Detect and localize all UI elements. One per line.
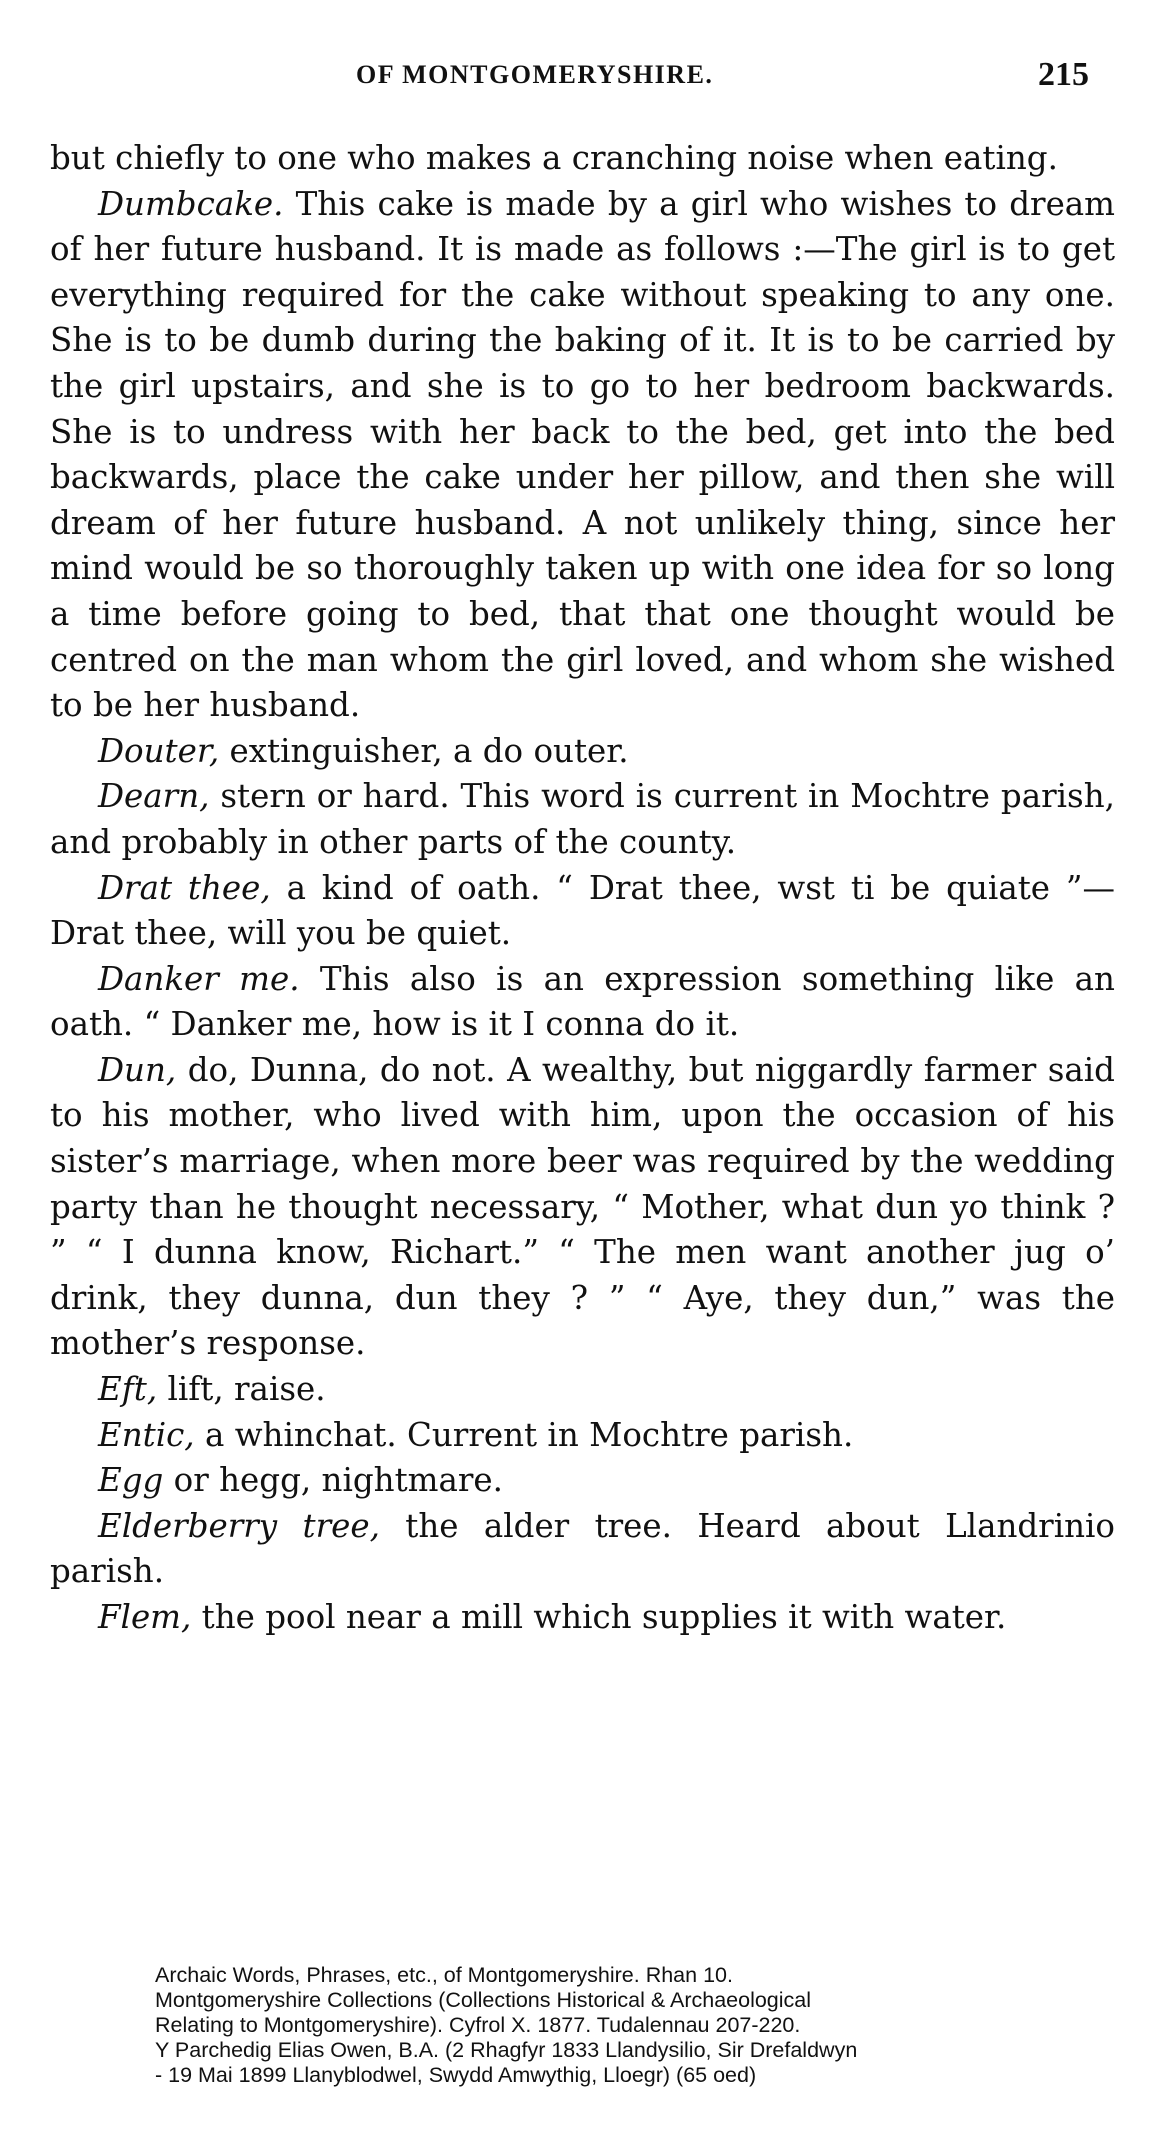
entry-definition: do, Dunna, do not. A wealthy, but niggardly farmer said to his mother, who lived with him, upon the occasion of his sister’s marriage, when more beer was required by the wedding party than he thought necessary, “ Mother, what dun yo think ? ” “ I dunna know, Richart.” “ The men want another jug o’ drink, they dunna, dun they ? ” “ Aye, they dun,” was the mother’s response.: [50, 1050, 1115, 1363]
glossary-entry: [50, 729, 1115, 775]
caption-line: Relating to Montgomeryshire). Cyfrol X. 1877. Tudalennau 207-220.: [155, 2013, 801, 2037]
entry-definition: extinguisher, a do outer.: [219, 731, 629, 770]
glossary-entry: [50, 136, 1115, 182]
glossary-entry: [50, 957, 1115, 1048]
page-number: 215: [1038, 56, 1089, 93]
entry-headword: Douter,: [98, 731, 220, 770]
entry-definition: lift, raise.: [157, 1370, 326, 1409]
entry-headword: Entic,: [98, 1415, 195, 1454]
glossary-entry: [50, 1458, 1115, 1504]
glossary-entry: [50, 1367, 1115, 1413]
entry-headword: Dearn,: [98, 777, 210, 816]
entry-headword: Dumbcake.: [98, 184, 284, 223]
caption-line: Archaic Words, Phrases, etc., of Montgomeryshire. Rhan 10.: [155, 1963, 733, 1987]
glossary-entry: [50, 1595, 1115, 1641]
entry-definition: stern or hard. This word is current in Mochtre parish, and probably in other parts of the county.: [50, 777, 1115, 861]
glossary-body: [50, 136, 1115, 1641]
entry-definition: but chiefly to one who makes a cranching noise when eating.: [50, 139, 1058, 177]
running-title: OF MONTGOMERYSHIRE.: [356, 60, 714, 89]
entry-headword: Drat thee,: [98, 868, 271, 907]
entry-definition: or hegg, nightmare.: [163, 1461, 503, 1500]
glossary-entry: [50, 866, 1115, 957]
entry-headword: Dun,: [98, 1050, 177, 1089]
entry-definition: This cake is made by a girl who wishes to dream of her future husband. It is made as follows :—The girl is to get everything required for the cake without speaking to any one. She is to be dumb during the baking of it. It is to be carried by the girl upstairs, and she is to go to her bedroom backwards. She is to undress with her back to the bed, get into the bed backwards, place the cake under her pillow, and then she will dream of her future husband. A not unlikely thing, since her mind would be so thoroughly taken up with one idea for so long a time before going to bed, that that one thought would be centred on the man whom the girl loved, and whom she wished to be her husband.: [50, 184, 1115, 725]
entry-definition: This also is an expression something like an oath. “ Danker me, how is it I conna do it.: [50, 959, 1115, 1044]
entry-definition: the pool near a mill which supplies it with water.: [191, 1598, 1007, 1636]
caption-line: Montgomeryshire Collections (Collections Historical & Archaeological: [155, 1988, 812, 2012]
glossary-entry: [50, 182, 1115, 729]
entry-headword: Egg: [98, 1461, 164, 1500]
caption-line: Y Parchedig Elias Owen, B.A. (2 Rhagfyr 1833 Llandysilio, Sir Drefaldwyn: [155, 2038, 858, 2062]
source-caption: [155, 1963, 1055, 2088]
entry-headword: Elderberry tree,: [98, 1506, 380, 1545]
page-header: [0, 56, 1158, 96]
entry-definition: a kind of oath. “ Drat thee, wst ti be quiate ”—Drat thee, will you be quiet.: [50, 868, 1116, 953]
caption-line: - 19 Mai 1899 Llanyblodwel, Swydd Amwythig, Lloegr) (65 oed): [155, 2063, 757, 2087]
entry-headword: Eft,: [98, 1370, 158, 1409]
glossary-entry: [50, 774, 1115, 865]
entry-headword: Flem,: [98, 1598, 192, 1636]
entry-definition: the alder tree. Heard about Llandrinio parish.: [50, 1506, 1115, 1591]
glossary-entry: [50, 1413, 1115, 1459]
glossary-entry: [50, 1048, 1115, 1367]
entry-definition: a whinchat. Current in Mochtre parish.: [194, 1415, 854, 1454]
entry-headword: Danker me.: [98, 959, 300, 998]
glossary-entry: [50, 1504, 1115, 1595]
